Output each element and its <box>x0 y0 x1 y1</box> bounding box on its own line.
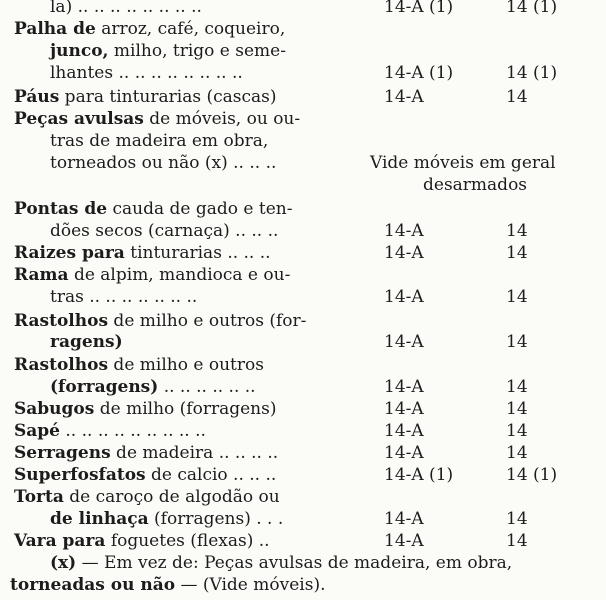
rate-code: 14 <box>506 377 528 397</box>
list-item <box>0 286 606 308</box>
footnote-marker: (x) <box>50 553 77 573</box>
entry-term: Vara para <box>14 531 106 551</box>
list-item <box>0 530 606 552</box>
entry-text: de alpim, mandioca e ou- <box>68 265 291 285</box>
list-item <box>0 18 606 40</box>
list-item <box>0 108 606 130</box>
rate-code: 14 (1) <box>506 465 558 485</box>
entry-term: Serragens <box>14 443 111 463</box>
entry-text: .. .. .. .. .. .. <box>158 377 256 397</box>
class-code: 14-A (1) <box>384 465 454 485</box>
entry-text: de milho e outros <box>108 355 264 375</box>
list-item <box>0 62 606 84</box>
entry-text: de milho (forragens) <box>94 399 277 419</box>
entry-term: Sabugos <box>14 399 95 419</box>
list-item <box>0 508 606 530</box>
list-item <box>0 220 606 242</box>
entry-text: de calcio .. .. .. <box>145 465 277 485</box>
entry-term: de linhaça <box>50 509 149 529</box>
entry-text: de caroço de algodão ou <box>63 487 280 507</box>
list-item <box>0 130 606 152</box>
entry-term: junco, <box>50 41 109 61</box>
rate-code: 14 <box>506 221 528 241</box>
footnote-text: — (Vide móveis). <box>175 575 326 595</box>
entry-term: Rama <box>14 265 69 285</box>
list-item <box>0 40 606 62</box>
rate-code: 14 (1) <box>506 0 558 17</box>
rate-code: 14 <box>506 421 528 441</box>
rate-code: 14 <box>506 509 528 529</box>
class-code: 14-A <box>384 377 424 397</box>
class-code: 14-A <box>384 243 424 263</box>
rate-code: 14 <box>506 332 528 352</box>
entry-text: de móveis, ou ou- <box>143 109 301 129</box>
entry-text: tinturarias .. .. .. <box>124 243 271 263</box>
entry-text: tras .. .. .. .. .. .. .. <box>50 287 198 307</box>
entry-text: arroz, café, coqueiro, <box>95 19 286 39</box>
list-item <box>0 152 606 174</box>
entry-text: lhantes .. .. .. .. .. .. .. .. <box>50 63 243 83</box>
entry-term: Rastolhos <box>14 355 109 375</box>
footnote-text: — Em vez de: Peças avulsas de madeira, em obra, <box>76 553 513 573</box>
rate-code: 14 <box>506 399 528 419</box>
entry-text: foguetes (flexas) .. <box>105 531 270 551</box>
list-item <box>0 0 606 18</box>
class-code: 14-A <box>384 221 424 241</box>
list-item <box>0 331 606 353</box>
list-item <box>0 86 606 108</box>
class-code: 14-A (1) <box>384 0 454 17</box>
class-code: 14-A <box>384 287 424 307</box>
entry-term: Raizes para <box>14 243 125 263</box>
class-code: 14-A <box>384 399 424 419</box>
class-code: 14-A (1) <box>384 63 454 83</box>
entry-term: ragens) <box>50 332 123 352</box>
reference-text: desarmados <box>423 175 528 195</box>
list-item <box>0 310 606 332</box>
list-item <box>0 398 606 420</box>
list-item <box>0 464 606 486</box>
list-item <box>0 442 606 464</box>
rate-code: 14 <box>506 443 528 463</box>
list-item <box>0 486 606 508</box>
footnote <box>0 552 606 574</box>
footnote-term: torneadas ou não <box>10 575 176 595</box>
footnote <box>0 574 606 596</box>
entry-text: la) .. .. .. .. .. .. .. .. <box>50 0 202 17</box>
rate-code: 14 <box>506 87 528 107</box>
list-item <box>0 174 606 196</box>
entry-text: para tinturarias (cascas) <box>59 87 277 107</box>
class-code: 14-A <box>384 421 424 441</box>
rate-code: 14 <box>506 287 528 307</box>
entry-text: torneados ou não (x) .. .. .. <box>50 153 277 173</box>
entry-text: de milho e outros (for- <box>108 311 307 331</box>
class-code: 14-A <box>384 509 424 529</box>
entry-term: Torta <box>14 487 64 507</box>
class-code: 14-A <box>384 332 424 352</box>
entry-term: Rastolhos <box>14 311 109 331</box>
reference-text: Vide móveis em geral <box>370 153 556 173</box>
rate-code: 14 <box>506 243 528 263</box>
entry-term: Superfosfatos <box>14 465 146 485</box>
entry-text: de madeira .. .. .. .. <box>110 443 279 463</box>
entry-text: cauda de gado e ten- <box>107 199 293 219</box>
entry-text: dões secos (carnaça) .. .. .. <box>50 221 279 241</box>
class-code: 14-A <box>384 87 424 107</box>
list-item <box>0 376 606 398</box>
entry-term: Pontas de <box>14 199 108 219</box>
entry-term: Páus <box>14 87 60 107</box>
entry-term: Palha de <box>14 19 96 39</box>
rate-code: 14 (1) <box>506 63 558 83</box>
entry-term: Peças avulsas <box>14 109 144 129</box>
rate-code: 14 <box>506 531 528 551</box>
list-item <box>0 420 606 442</box>
entry-text: milho, trigo e seme- <box>108 41 286 61</box>
entry-text: .. .. .. .. .. .. .. .. .. <box>60 421 206 441</box>
list-item <box>0 198 606 220</box>
entry-term: (forragens) <box>50 377 159 397</box>
list-item <box>0 264 606 286</box>
class-code: 14-A <box>384 443 424 463</box>
class-code: 14-A <box>384 531 424 551</box>
entry-term: Sapé <box>14 421 60 441</box>
entry-text: tras de madeira em obra, <box>50 131 269 151</box>
entry-text: (forragens) . . . <box>148 509 284 529</box>
list-item <box>0 242 606 264</box>
list-item <box>0 354 606 376</box>
